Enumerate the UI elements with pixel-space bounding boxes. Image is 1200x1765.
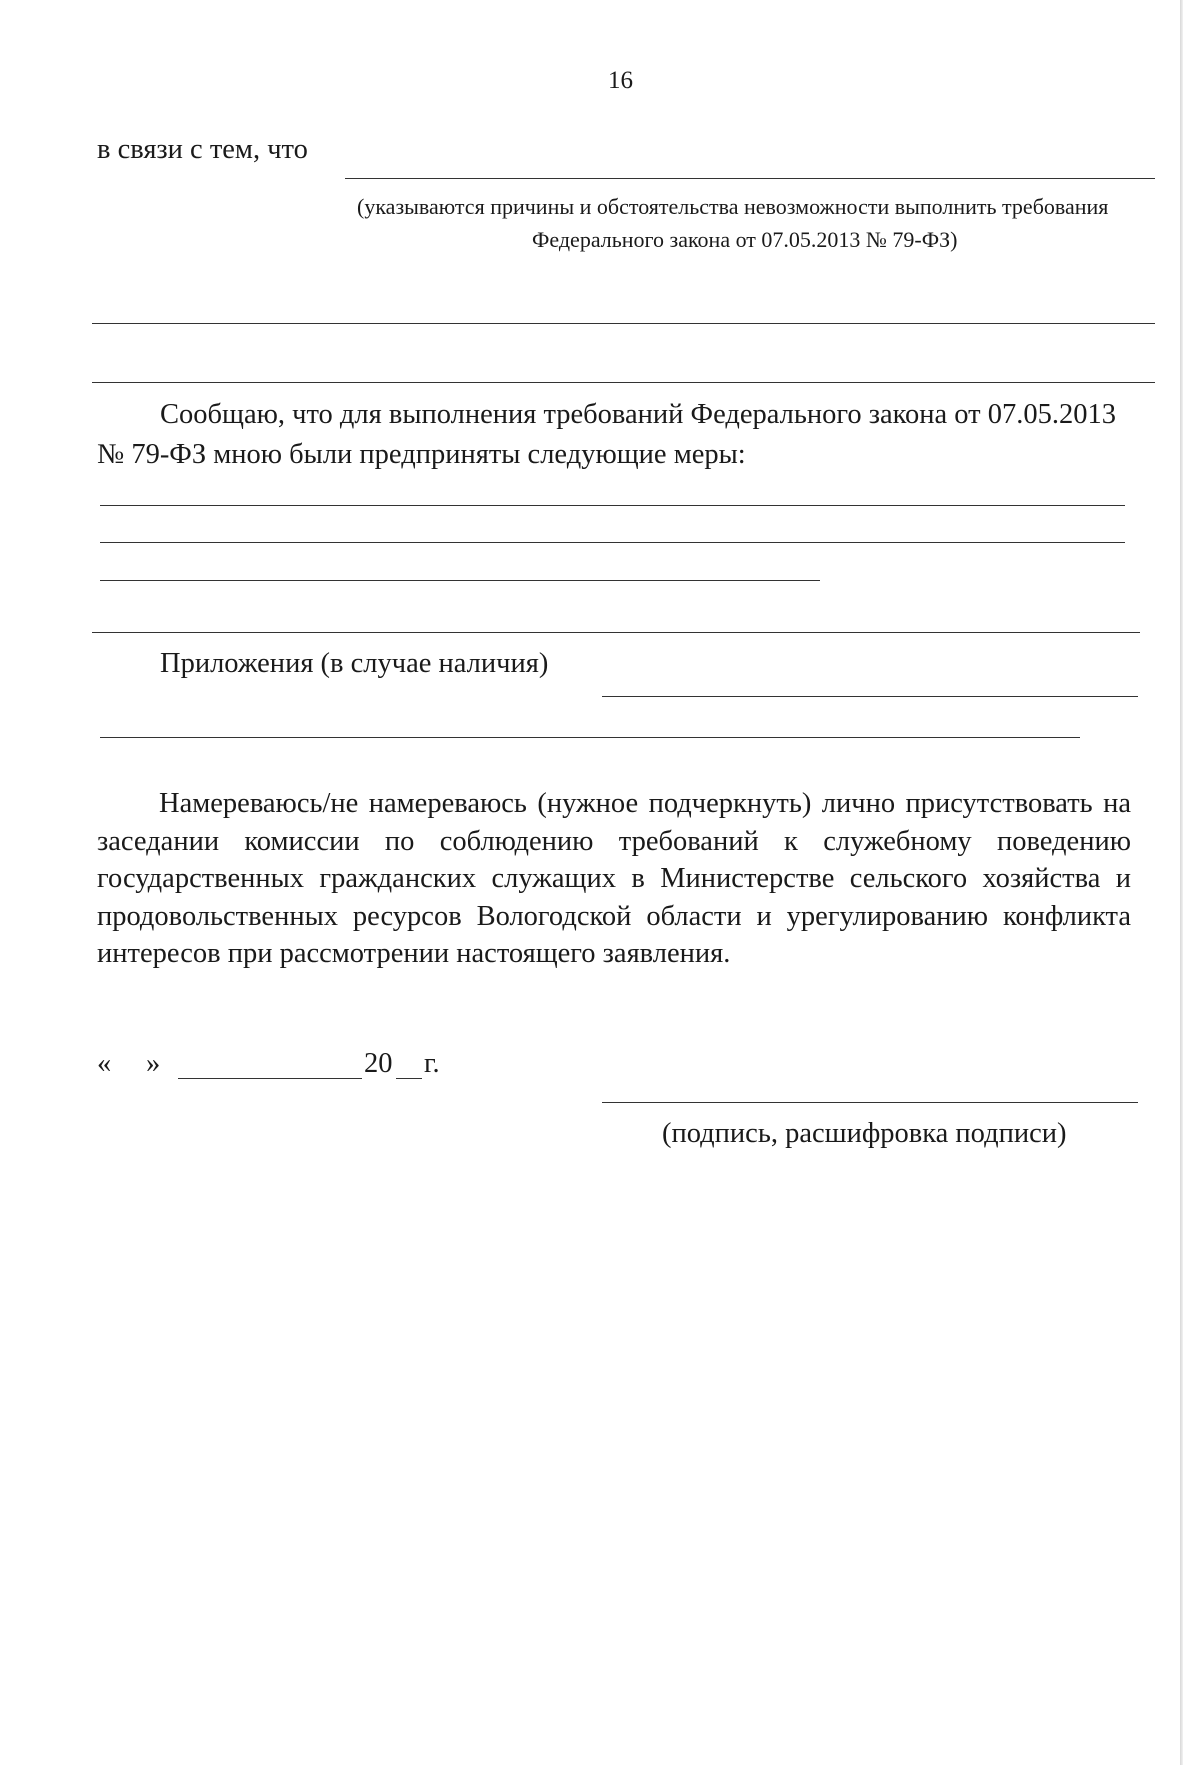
measures-field-line-3[interactable] — [100, 580, 820, 581]
reason-hint-line2: Федерального закона от 07.05.2013 № 79-ФЗ) — [532, 227, 958, 252]
measures-field-line-1[interactable] — [100, 505, 1125, 506]
intention-line-4: продовольственных ресурсов Вологодской области и урегулированию конфликта — [97, 900, 1131, 932]
intention-line-3: государственных гражданских служащих в Министерстве сельского хозяйства и — [97, 863, 1131, 894]
intention-line-1: Намереваюсь/не намереваюсь (нужное подчеркнуть) лично присутствовать на — [159, 788, 1131, 819]
signature-field-line[interactable] — [602, 1102, 1138, 1103]
date-year-suffix: г. — [424, 1048, 440, 1079]
reason-lead: в связи с тем, что — [97, 134, 308, 165]
reason-extra-line-2[interactable] — [92, 382, 1155, 383]
attachments-field-line-1[interactable] — [602, 696, 1138, 697]
measures-text-line1: Сообщаю, что для выполнения требований Федерального закона от 07.05.2013 — [160, 399, 1117, 430]
date-close-quote: » — [146, 1048, 161, 1079]
measures-field-line-2[interactable] — [100, 542, 1125, 543]
date-open-quote: « — [97, 1048, 112, 1079]
reason-hint-line1: (указываются причины и обстоятельства невозможности выполнить требования — [357, 194, 1109, 219]
intention-paragraph — [97, 785, 1131, 973]
date-year-field[interactable] — [396, 1078, 422, 1079]
date-year-prefix: 20 — [364, 1048, 393, 1079]
intention-line-2: заседании комиссии по соблюдению требований к служебному поведению — [97, 825, 1131, 857]
measures-field-line-4[interactable] — [92, 632, 1140, 633]
measures-text-line2: № 79-ФЗ мною были предприняты следующие меры: — [97, 439, 746, 470]
attachments-label: Приложения (в случае наличия) — [160, 648, 549, 679]
intention-line-5: интересов при рассмотрении настоящего заявления. — [97, 938, 731, 969]
page-number: 16 — [608, 67, 633, 94]
date-month-field[interactable] — [178, 1078, 362, 1079]
reason-extra-line-1[interactable] — [92, 323, 1155, 324]
scan-edge — [1180, 0, 1183, 1765]
attachments-field-line-2[interactable] — [100, 737, 1080, 738]
reason-field-line[interactable] — [345, 178, 1155, 179]
signature-caption: (подпись, расшифровка подписи) — [662, 1118, 1067, 1149]
